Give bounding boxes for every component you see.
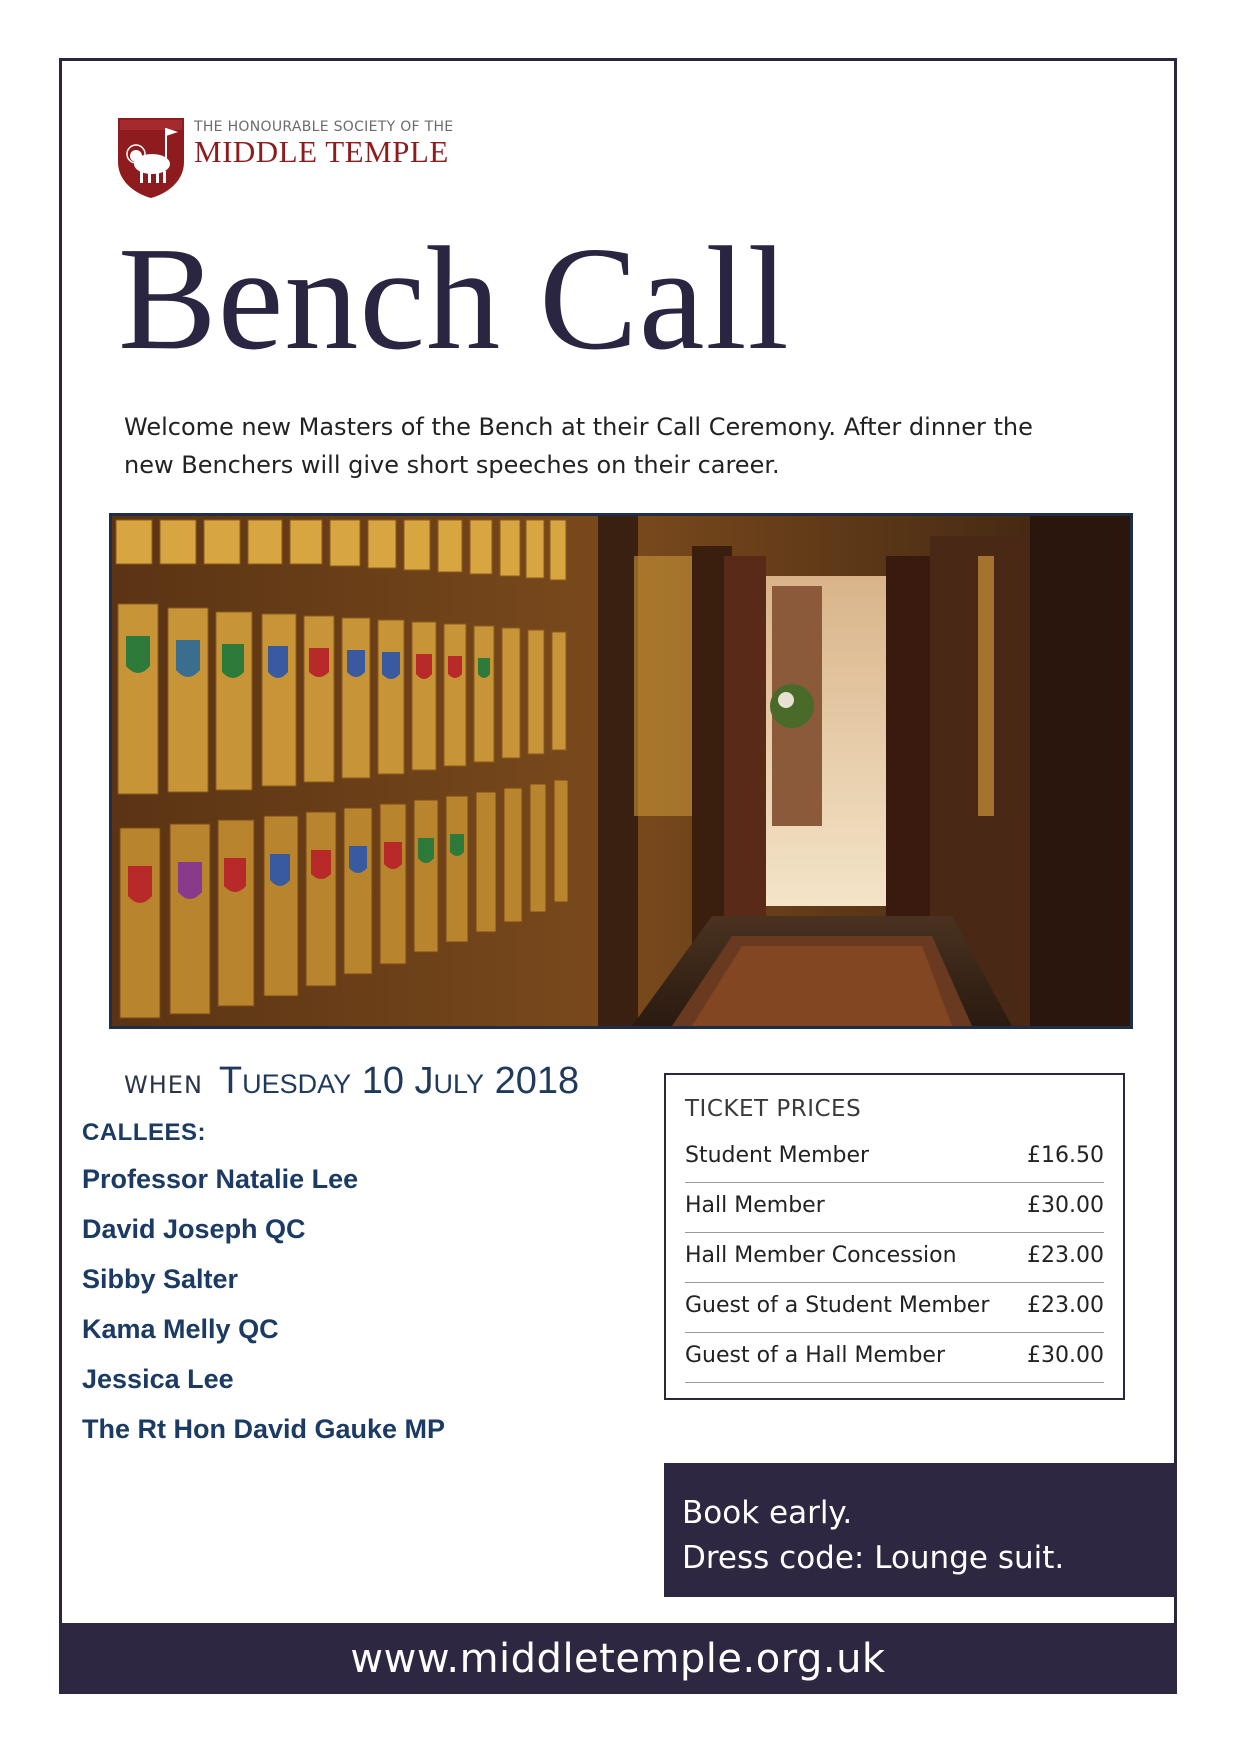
booking-note — [664, 1463, 1177, 1597]
ticket-price: £16.50 — [1027, 1143, 1104, 1168]
ticket-row — [685, 1233, 1104, 1283]
ticket-price: £30.00 — [1027, 1343, 1104, 1368]
callee-name: Jessica Lee — [82, 1364, 234, 1394]
footer-bar — [59, 1623, 1177, 1694]
ticket-label: Guest of a Hall Member — [685, 1343, 946, 1368]
ticket-price: £23.00 — [1027, 1293, 1104, 1318]
ticket-row — [685, 1283, 1104, 1333]
when-date: Tuesday 10 July 2018 — [218, 1060, 580, 1102]
ticket-row — [685, 1133, 1104, 1183]
callee-name: Professor Natalie Lee — [82, 1164, 359, 1194]
when-label: WHEN — [124, 1071, 203, 1099]
ticket-prices-box — [664, 1073, 1125, 1400]
callee-name: The Rt Hon David Gauke MP — [82, 1414, 446, 1444]
lamb-crest-icon — [116, 116, 186, 200]
ticket-label: Hall Member Concession — [685, 1243, 957, 1268]
hall-corridor-photo — [109, 513, 1133, 1029]
callee-name: Sibby Salter — [82, 1264, 239, 1294]
logo-tagline: THE HONOURABLE SOCIETY OF THE — [194, 119, 454, 135]
ticket-label: Student Member — [685, 1143, 870, 1168]
logo-name: MIDDLE TEMPLE — [194, 134, 449, 169]
ticket-price: £30.00 — [1027, 1193, 1104, 1218]
page-title: Bench Call — [118, 217, 790, 381]
ticket-label: Guest of a Student Member — [685, 1293, 990, 1318]
ticket-row — [685, 1333, 1104, 1383]
ticket-row — [685, 1183, 1104, 1233]
callees-title: CALLEES: — [82, 1119, 206, 1146]
hall-corridor-image — [112, 516, 1130, 1026]
callees-list — [82, 1119, 445, 1461]
ticket-label: Hall Member — [685, 1193, 825, 1218]
ticket-price: £23.00 — [1027, 1243, 1104, 1268]
callee-name: Kama Melly QC — [82, 1314, 279, 1344]
website-link[interactable]: www.middletemple.org.uk — [350, 1635, 886, 1682]
dress-code-text: Dress code: Lounge suit. — [682, 1540, 1065, 1576]
intro-text: Welcome new Masters of the Bench at their Call Ceremony. After dinner the new Benchers will give short speeches on their career. — [124, 413, 1033, 479]
book-early-text: Book early. — [682, 1495, 853, 1531]
ticket-prices-title: TICKET PRICES — [685, 1096, 862, 1122]
callee-name: David Joseph QC — [82, 1214, 306, 1244]
middle-temple-logo[interactable] — [116, 116, 453, 200]
event-date — [124, 1060, 579, 1103]
